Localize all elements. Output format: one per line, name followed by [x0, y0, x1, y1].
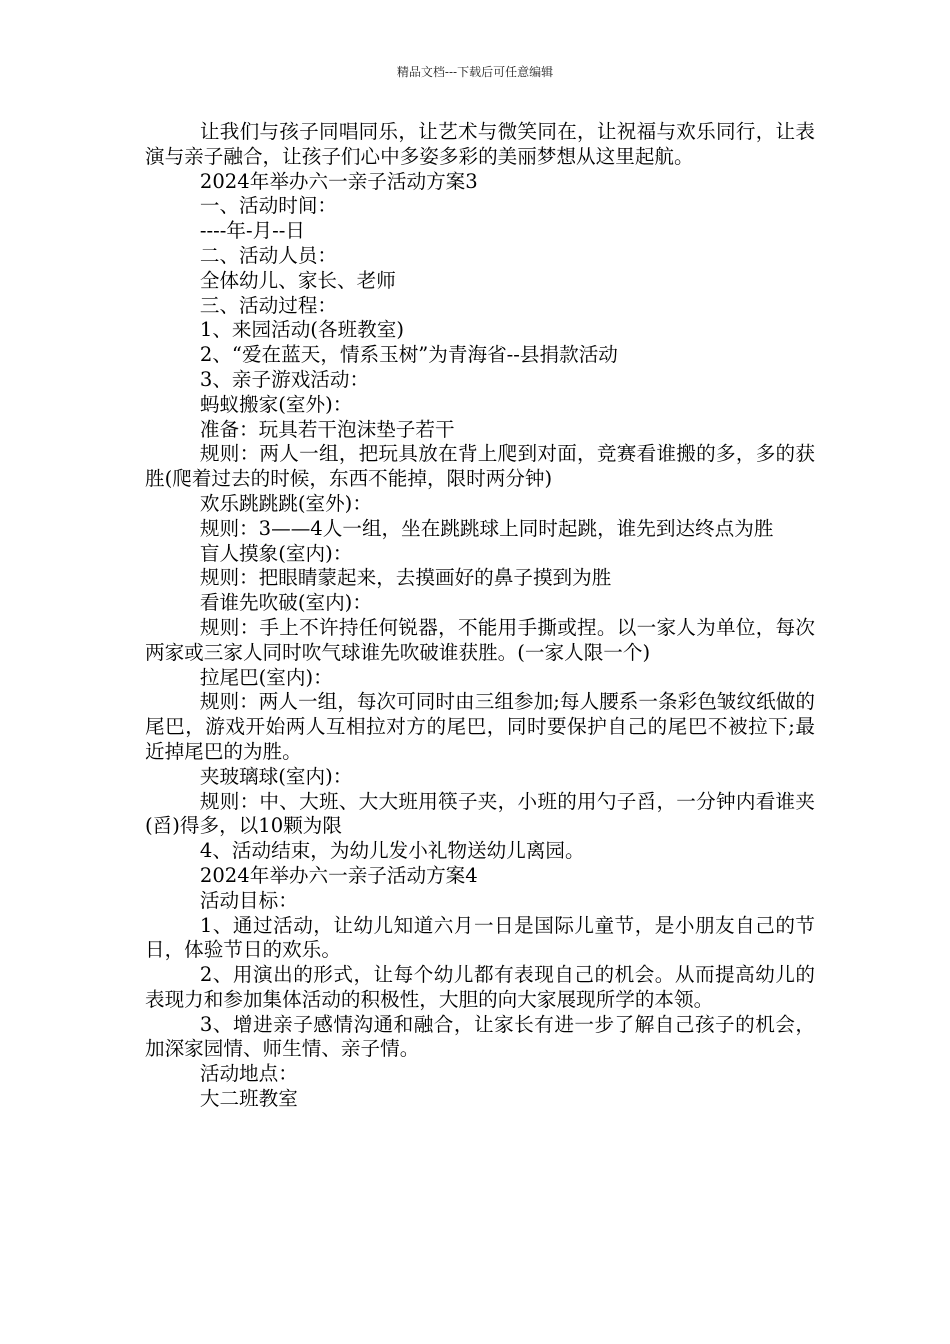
document-paragraph: 看谁先吹破(室内)：: [199, 591, 372, 615]
document-paragraph: 蚂蚁搬家(室外)：: [199, 392, 353, 416]
document-body: [145, 120, 815, 1112]
document-paragraph: 规则：3——4人一组，坐在跳跳球上同时起跳，谁先到达终点为胜: [199, 516, 774, 540]
document-paragraph: 准备：玩具若干泡沫垫子若干: [199, 417, 455, 441]
document-paragraph: 全体幼儿、家长、老师: [199, 268, 396, 292]
document-paragraph: 规则：两人一组，把玩具放在背上爬到对面，竞赛看谁搬的多，多的获胜(爬着过去的时候，东西不能掉，限时两分钟): [145, 442, 815, 491]
document-paragraph: 2024年举办六一亲子活动方案3: [199, 169, 478, 193]
document-paragraph: 1、来园活动(各班教室): [199, 318, 404, 342]
document-paragraph: 规则：两人一组，每次可同时由三组参加;每人腰系一条彩色皱纹纸做的尾巴，游戏开始两人互相拉对方的尾巴，同时要保护自己的尾巴不被拉下;最近掉尾巴的为胜。: [145, 690, 815, 763]
document-paragraph: 大二班教室: [199, 1087, 298, 1111]
document-paragraph: ----年-月--日: [199, 219, 305, 243]
document-paragraph: 3、亲子游戏活动：: [199, 367, 370, 391]
document-paragraph: 活动目标：: [199, 888, 298, 912]
document-paragraph: 欢乐跳跳跳(室外)：: [199, 491, 372, 515]
document-paragraph: 2、用演出的形式，让每个幼儿都有表现自己的机会。从而提高幼儿的表现力和参加集体活动的积极性，大胆的向大家展现所学的本领。: [145, 963, 815, 1011]
document-paragraph: 3、增进亲子感情沟通和融合，让家长有进一步了解自己孩子的机会，加深家园情、师生情、亲子情。: [145, 1012, 815, 1061]
document-paragraph: 拉尾巴(室内)：: [199, 665, 333, 689]
document-paragraph: 三、活动过程：: [199, 293, 338, 317]
document-paragraph: 2024年举办六一亲子活动方案4: [199, 863, 478, 887]
document-paragraph: 4、活动结束，为幼儿发小礼物送幼儿离园。: [199, 839, 585, 863]
document-paragraph: 活动地点：: [199, 1062, 298, 1086]
document-paragraph: 二、活动人员：: [199, 243, 338, 267]
document-paragraph: 规则：把眼睛蒙起来，去摸画好的鼻子摸到为胜: [199, 566, 612, 590]
page-header: 精品文档---下载后可任意编辑: [396, 65, 554, 79]
document-paragraph: 规则：手上不许持任何锐器，不能用手撕或捏。以一家人为单位，每次两家或三家人同时吹气球谁先吹破谁获胜。(一家人限一个): [145, 615, 815, 664]
document-paragraph: 一、活动时间：: [199, 194, 338, 218]
document-paragraph: 2、“爱在蓝天，情系玉树”为青海省--县捐款活动: [199, 343, 618, 367]
document-paragraph: 盲人摸象(室内)：: [199, 541, 353, 565]
document-paragraph: 夹玻璃球(室内)：: [199, 764, 353, 788]
document-paragraph: 规则：中、大班、大大班用筷子夹，小班的用勺子舀，一分钟内看谁夹(舀)得多，以10颗为限: [145, 789, 815, 838]
document-paragraph: 让我们与孩子同唱同乐，让艺术与微笑同在，让祝福与欢乐同行，让表演与亲子融合，让孩子们心中多姿多彩的美丽梦想从这里起航。: [145, 120, 815, 168]
document-paragraph: 1、通过活动，让幼儿知道六月一日是国际儿童节，是小朋友自己的节日，体验节日的欢乐。: [145, 913, 815, 962]
